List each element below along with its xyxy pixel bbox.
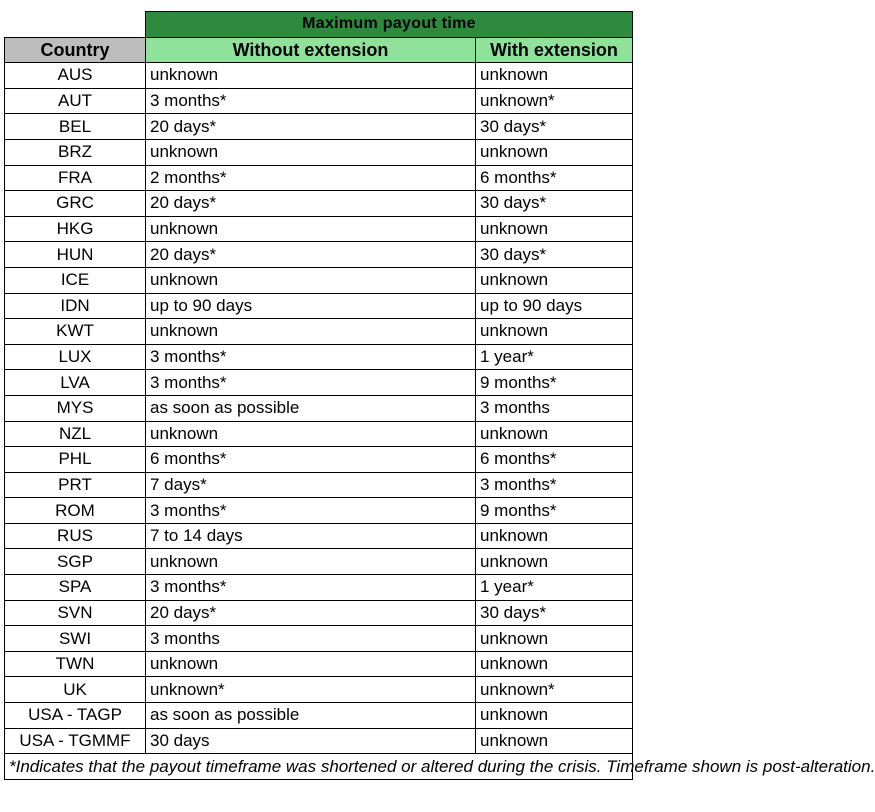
country-cell: BRZ — [5, 139, 146, 165]
without-extension-cell: 3 months — [146, 626, 476, 652]
table-body — [5, 63, 633, 754]
with-extension-cell: unknown — [476, 523, 633, 549]
with-extension-cell: 6 months* — [476, 447, 633, 473]
country-cell: IDN — [5, 293, 146, 319]
without-extension-cell: 20 days* — [146, 600, 476, 626]
without-extension-cell: 3 months* — [146, 88, 476, 114]
column-header-without-extension: Without extension — [146, 37, 476, 63]
country-cell: PHL — [5, 447, 146, 473]
table-row — [5, 395, 633, 421]
without-extension-cell: unknown — [146, 216, 476, 242]
table-row — [5, 216, 633, 242]
table-row — [5, 677, 633, 703]
table-row — [5, 139, 633, 165]
column-header-row — [5, 37, 633, 63]
table-row — [5, 498, 633, 524]
without-extension-cell: 20 days* — [146, 242, 476, 268]
table-row — [5, 191, 633, 217]
country-cell: NZL — [5, 421, 146, 447]
without-extension-cell: up to 90 days — [146, 293, 476, 319]
with-extension-cell: 9 months* — [476, 498, 633, 524]
with-extension-cell: unknown — [476, 216, 633, 242]
without-extension-cell: unknown — [146, 267, 476, 293]
without-extension-cell: unknown — [146, 63, 476, 89]
with-extension-cell: unknown — [476, 267, 633, 293]
country-cell: SPA — [5, 575, 146, 601]
column-header-country: Country — [5, 37, 146, 63]
table-row — [5, 63, 633, 89]
without-extension-cell: 6 months* — [146, 447, 476, 473]
country-cell: USA - TGMMF — [5, 728, 146, 754]
without-extension-cell: unknown — [146, 421, 476, 447]
with-extension-cell: unknown — [476, 651, 633, 677]
country-cell: ICE — [5, 267, 146, 293]
without-extension-cell: 7 to 14 days — [146, 523, 476, 549]
with-extension-cell: 30 days* — [476, 242, 633, 268]
table-row — [5, 344, 633, 370]
with-extension-cell: unknown — [476, 728, 633, 754]
country-cell: LVA — [5, 370, 146, 396]
table-row — [5, 319, 633, 345]
without-extension-cell: 3 months* — [146, 370, 476, 396]
footnote-row — [5, 754, 633, 780]
country-cell: PRT — [5, 472, 146, 498]
with-extension-cell: unknown — [476, 626, 633, 652]
with-extension-cell: 30 days* — [476, 191, 633, 217]
table-row — [5, 523, 633, 549]
table-row — [5, 293, 633, 319]
group-header-cell: Maximum payout time — [146, 12, 633, 38]
with-extension-cell: unknown* — [476, 677, 633, 703]
table-row — [5, 549, 633, 575]
without-extension-cell: as soon as possible — [146, 703, 476, 729]
table-row — [5, 370, 633, 396]
country-cell: RUS — [5, 523, 146, 549]
country-cell: SVN — [5, 600, 146, 626]
with-extension-cell: 3 months — [476, 395, 633, 421]
table-row — [5, 114, 633, 140]
without-extension-cell: unknown — [146, 319, 476, 345]
country-cell: LUX — [5, 344, 146, 370]
country-cell: ROM — [5, 498, 146, 524]
with-extension-cell: unknown — [476, 549, 633, 575]
with-extension-cell: unknown — [476, 319, 633, 345]
blank-corner-cell — [5, 12, 146, 38]
payout-table — [4, 11, 875, 780]
country-cell: MYS — [5, 395, 146, 421]
without-extension-cell: 3 months* — [146, 344, 476, 370]
table-row — [5, 447, 633, 473]
country-cell: FRA — [5, 165, 146, 191]
with-extension-cell: unknown — [476, 63, 633, 89]
without-extension-cell: 3 months* — [146, 498, 476, 524]
table-row — [5, 242, 633, 268]
without-extension-cell: 3 months* — [146, 575, 476, 601]
with-extension-cell: 3 months* — [476, 472, 633, 498]
table-row — [5, 626, 633, 652]
table-footer — [5, 754, 875, 780]
country-cell: HKG — [5, 216, 146, 242]
table-row — [5, 88, 633, 114]
table-row — [5, 421, 633, 447]
with-extension-cell: 1 year* — [476, 575, 633, 601]
table-row — [5, 267, 633, 293]
with-extension-cell: 30 days* — [476, 114, 633, 140]
without-extension-cell: 30 days — [146, 728, 476, 754]
with-extension-cell: 1 year* — [476, 344, 633, 370]
country-cell: SWI — [5, 626, 146, 652]
country-cell: BEL — [5, 114, 146, 140]
with-extension-cell: up to 90 days — [476, 293, 633, 319]
without-extension-cell: unknown — [146, 139, 476, 165]
table-header — [5, 12, 633, 63]
table-row — [5, 728, 633, 754]
without-extension-cell: unknown — [146, 651, 476, 677]
without-extension-cell: 7 days* — [146, 472, 476, 498]
column-header-with-extension: With extension — [476, 37, 633, 63]
table-row — [5, 651, 633, 677]
country-cell: USA - TAGP — [5, 703, 146, 729]
group-header-row — [5, 12, 633, 38]
footnote-text: *Indicates that the payout timeframe was shortened or altered during the crisis. Timeframe shown is post-alteration. — [5, 754, 633, 780]
with-extension-cell: unknown — [476, 703, 633, 729]
country-cell: TWN — [5, 651, 146, 677]
country-cell: AUS — [5, 63, 146, 89]
with-extension-cell: 30 days* — [476, 600, 633, 626]
with-extension-cell: unknown* — [476, 88, 633, 114]
country-cell: SGP — [5, 549, 146, 575]
without-extension-cell: unknown* — [146, 677, 476, 703]
country-cell: UK — [5, 677, 146, 703]
country-cell: AUT — [5, 88, 146, 114]
with-extension-cell: 6 months* — [476, 165, 633, 191]
table-row — [5, 703, 633, 729]
country-cell: HUN — [5, 242, 146, 268]
with-extension-cell: unknown — [476, 139, 633, 165]
without-extension-cell: 20 days* — [146, 114, 476, 140]
table-row — [5, 472, 633, 498]
without-extension-cell: as soon as possible — [146, 395, 476, 421]
without-extension-cell: 20 days* — [146, 191, 476, 217]
table-row — [5, 165, 633, 191]
with-extension-cell: unknown — [476, 421, 633, 447]
table-row — [5, 600, 633, 626]
without-extension-cell: 2 months* — [146, 165, 476, 191]
table-row — [5, 575, 633, 601]
country-cell: KWT — [5, 319, 146, 345]
without-extension-cell: unknown — [146, 549, 476, 575]
with-extension-cell: 9 months* — [476, 370, 633, 396]
country-cell: GRC — [5, 191, 146, 217]
